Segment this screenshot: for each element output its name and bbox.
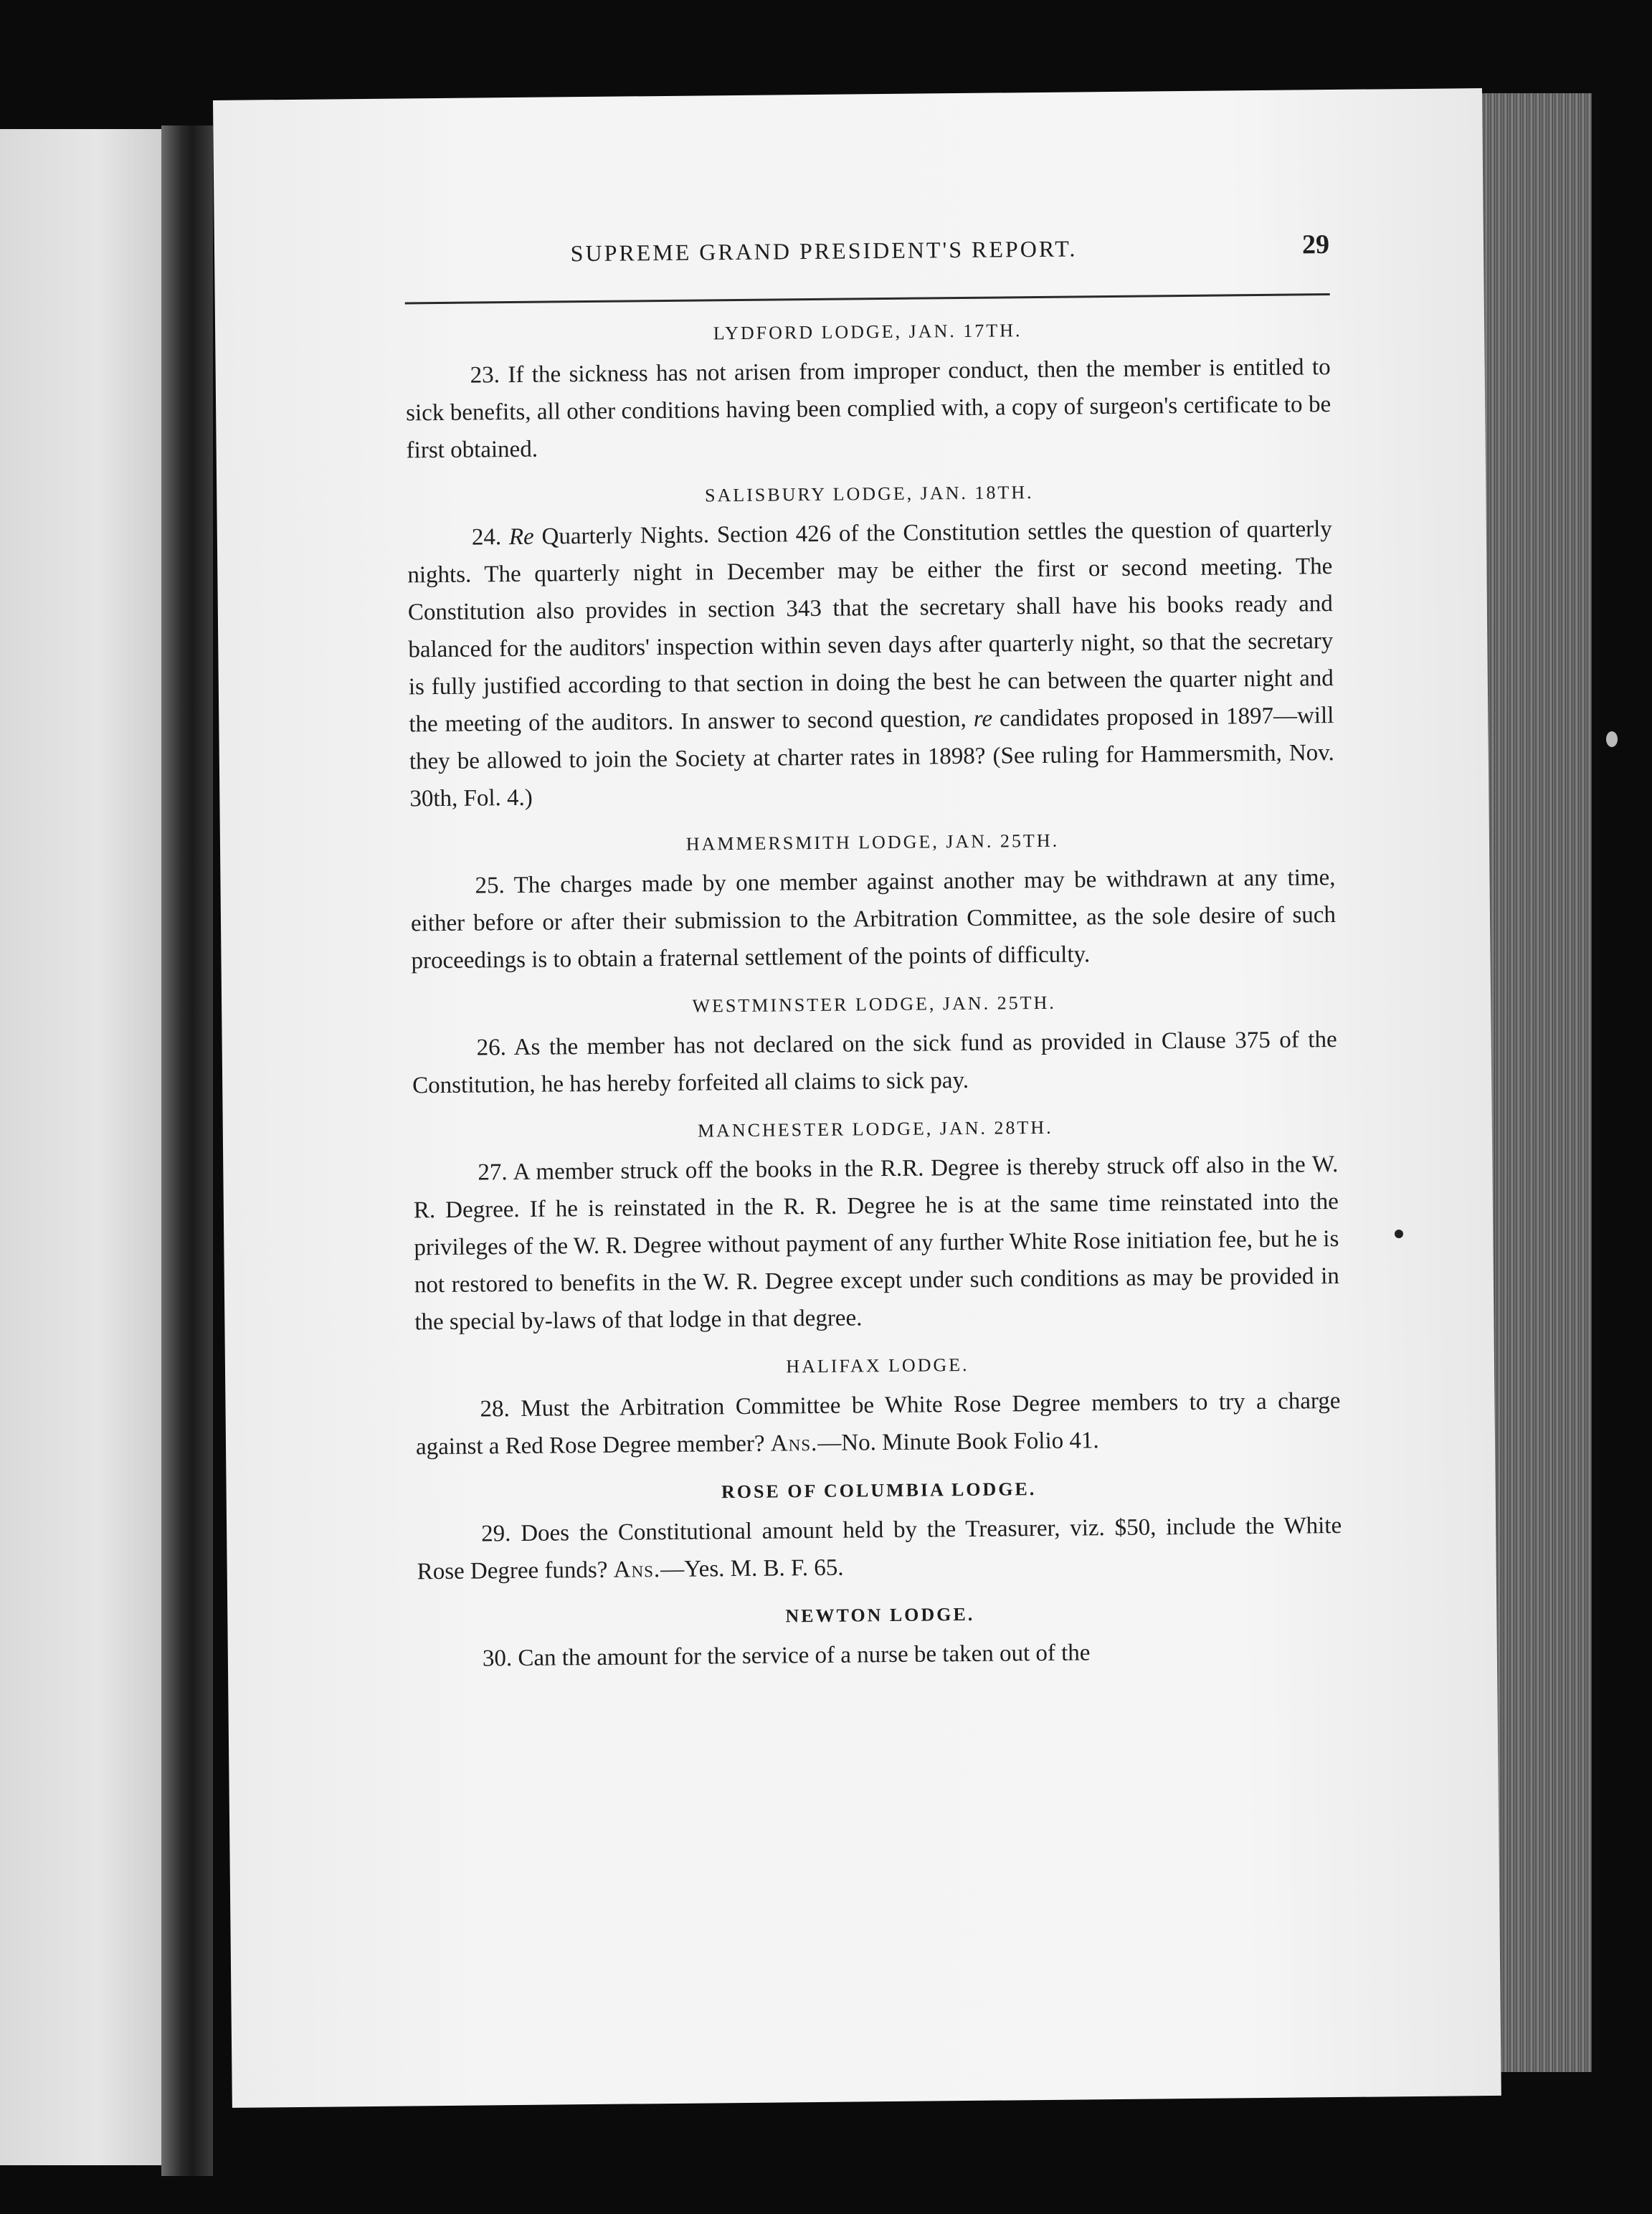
section-heading-hammersmith: HAMMERSMITH LODGE, JAN. 25TH.: [685, 830, 1060, 855]
ruling-29-question: 29. Does the Constitutional amount held by the Treasurer, viz. $50, include the White Rose Degree funds?: [417, 1512, 1342, 1585]
ruling-28-answer: —No. Minute Book Folio 41.: [817, 1427, 1099, 1456]
running-head: [404, 229, 1330, 299]
book-page: [213, 88, 1501, 2108]
section-heading-salisbury: SALISBURY LODGE, JAN. 18TH.: [704, 482, 1034, 506]
ruling-28-question: 28. Must the Arbitration Committee be White Rose Degree members to try a charge against a Red Rose Degree member?: [415, 1387, 1341, 1460]
ruling-23: 23. If the sickness has not arisen from improper conduct, then the member is entitled to sick benefits, all other conditions having been complied with, a copy of surgeon's certificate to be first obtained.: [406, 354, 1331, 464]
page-content: [404, 229, 1343, 1678]
ruling-24-re2: re: [973, 705, 993, 732]
ruling-30: 30. Can the amount for the service of a nurse be taken out of the: [482, 1640, 1091, 1672]
ruling-24-body2: candidates proposed in 1897—will they be allowed to join the Society at charter rates in 1898? (See ruling for Hammersmith, Nov. 30th, Fol. 4.): [409, 703, 1334, 812]
section-heading-newton: NEWTON LODGE.: [785, 1603, 975, 1627]
scan-speck: [1606, 731, 1618, 747]
ruling-28: [415, 1382, 1341, 1465]
ruling-29-answer: —Yes. M. B. F. 65.: [660, 1554, 844, 1583]
ruling-24-re: Re: [508, 523, 534, 551]
page-number: 29: [1301, 229, 1330, 260]
ruling-27: 27. A member struck off the books in the R.R. Degree is thereby struck off also in the W. R. Degree. If he is reinstated in the R. R. Degree he is at the same time reinstated into the privileges of the W. R. Degree without payment of any further White Rose initiation fee, but he is not restored to benefits in the W. R. Degree except under such conditions as may be provided in the special by-laws of that lodge in that degree.: [413, 1151, 1339, 1336]
section-heading-rose-of-columbia: ROSE OF COLUMBIA LODGE.: [721, 1478, 1037, 1503]
section-heading-halifax: HALIFAX LODGE.: [786, 1354, 969, 1377]
ruling-29: [417, 1507, 1342, 1590]
facing-page: [0, 129, 161, 2165]
ruling-28-ans: Ans.: [770, 1430, 818, 1457]
scan-speck: [1395, 1230, 1403, 1238]
ruling-25: 25. The charges made by one member against another may be withdrawn at any time, either before or after their submission to the Arbitration Committee, as the sole desire of such proceedings is to obtain a fraternal settlement of the points of difficulty.: [410, 865, 1337, 974]
running-head-title: SUPREME GRAND PRESIDENT'S REPORT.: [570, 235, 1078, 267]
ruling-24-body: Quarterly Nights. Section 426 of the Constitution settles the question of quarterly nights. The quarterly night in December may be either the first or second meeting. The Constitution also provides in section 343 that the secretary shall have his books ready and balanced for the auditors' inspection within seven days after quarterly night, so that the secretary is fully justified according to that section in doing the best he can between the quarter night and the meeting of the auditors. In answer to second question,: [407, 516, 1334, 738]
book-gutter: [161, 125, 213, 2176]
ruling-29-ans: Ans.: [613, 1557, 661, 1583]
ruling-24: [407, 510, 1335, 817]
ruling-26: 26. As the member has not declared on the sick fund as provided in Clause 375 of the Constitution, he has hereby forfeited all claims to sick pay.: [412, 1027, 1337, 1099]
section-heading-westminster: WESTMINSTER LODGE, JAN. 25TH.: [692, 992, 1056, 1017]
ruling-24-number: 24.: [471, 524, 510, 551]
section-heading-manchester: MANCHESTER LODGE, JAN. 28TH.: [697, 1116, 1053, 1141]
section-heading-lydford: LYDFORD LODGE, JAN. 17TH.: [713, 320, 1022, 344]
